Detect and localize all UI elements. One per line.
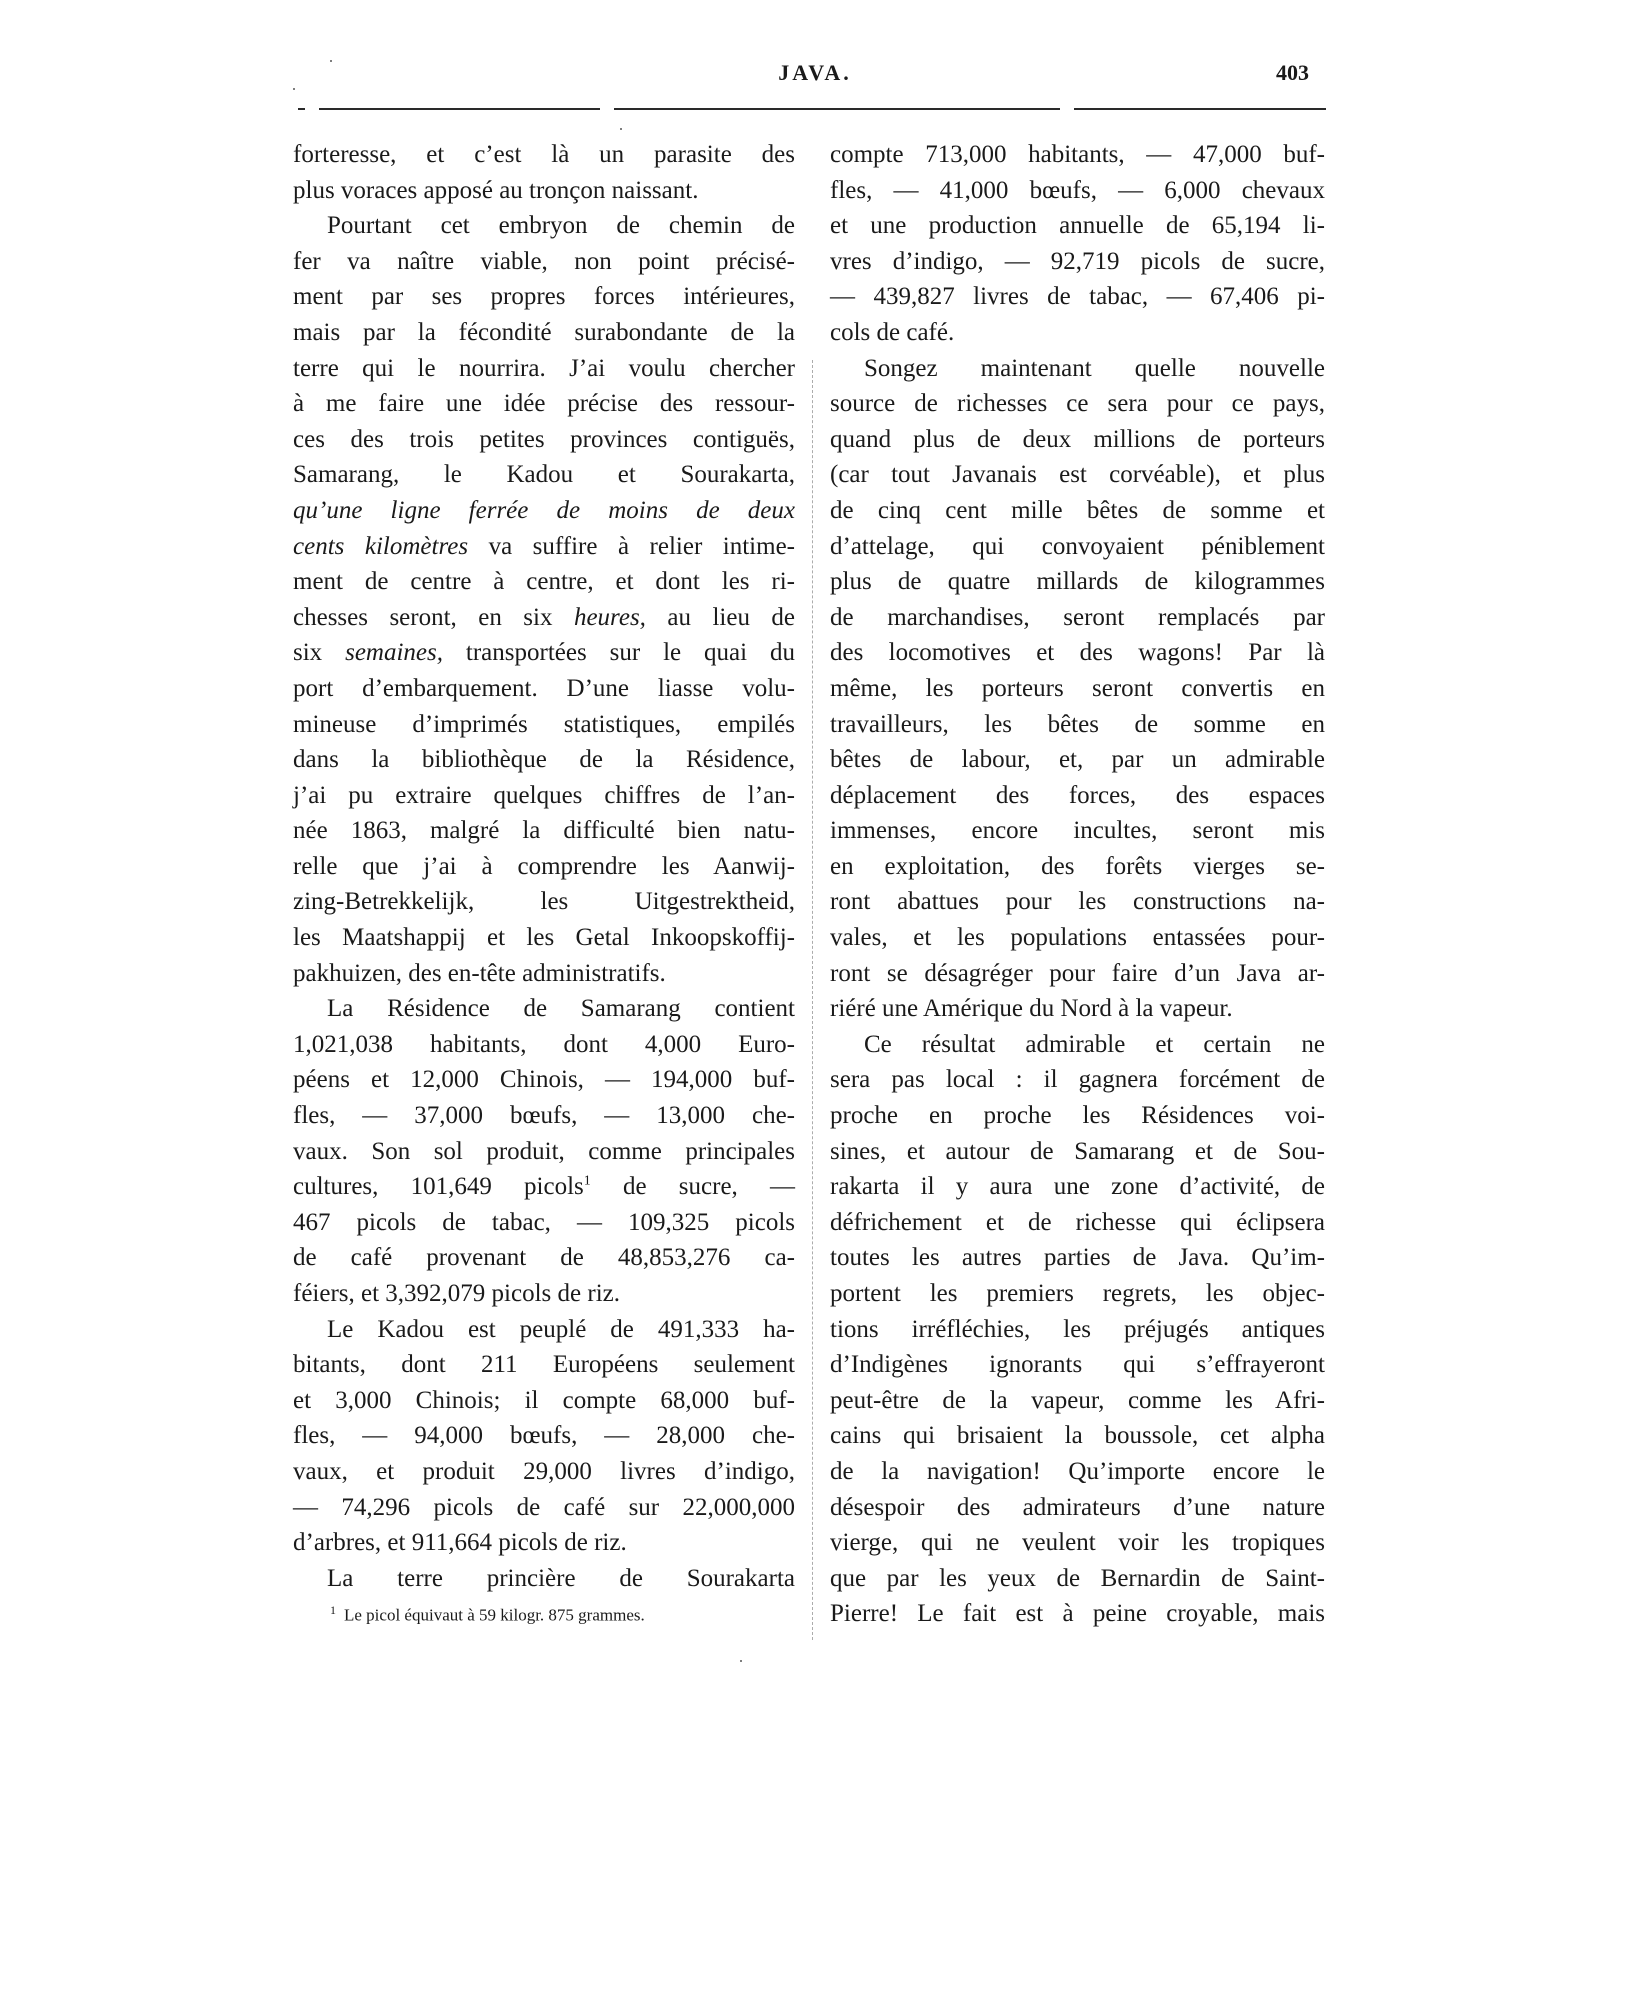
text-line (293, 564, 795, 600)
text-line (830, 1062, 1325, 1098)
text-line (830, 386, 1325, 422)
line-content: mineuse d’imprimés statistiques, empilés (293, 710, 795, 738)
line-content: 467 picols de tabac, — 109,325 picols (293, 1208, 795, 1236)
line-content: à me faire une idée précise des ressour- (293, 390, 795, 418)
line-content: d’Indigènes ignorants qui s’effrayeront (830, 1351, 1325, 1379)
text-line (830, 849, 1325, 885)
text-line (830, 635, 1325, 671)
line-content: Ce résultat admirable et certain ne (864, 1030, 1325, 1058)
line-content: pakhuizen, des en-tête administratifs. (293, 959, 666, 987)
text-line (830, 1027, 1325, 1063)
line-content: ment de centre à centre, et dont les ri- (293, 568, 795, 596)
text-line (293, 1561, 795, 1597)
line-content: La terre princière de Sourakarta (327, 1564, 795, 1592)
line-content: d’attelage, qui convoyaient péniblement (830, 532, 1325, 560)
line-content: quand plus de deux millions de porteurs (830, 425, 1325, 453)
text-line (293, 315, 795, 351)
line-content: née 1863, malgré la difficulté bien natu- (293, 817, 795, 845)
line-content: fles, — 41,000 bœufs, — 6,000 chevaux (830, 176, 1325, 204)
text-line (830, 1098, 1325, 1134)
text-line (293, 671, 795, 707)
line-content: plus de quatre millards de kilogrammes (830, 568, 1325, 596)
text-line (830, 991, 1325, 1027)
scan-speck (293, 88, 295, 90)
line-content: péens et 12,000 Chinois, — 194,000 buf- (293, 1066, 795, 1094)
italic-text: heures, (573, 603, 646, 631)
line-content: — 74,296 picols de café sur 22,000,000 (293, 1493, 795, 1521)
text-line (293, 849, 795, 885)
text-line (293, 493, 795, 529)
text-line (293, 742, 795, 778)
text-line (830, 493, 1325, 529)
line-content: portent les premiers regrets, les objec- (830, 1280, 1325, 1307)
line-content: dans la bibliothèque de la Résidence, (293, 746, 795, 774)
line-content: source de richesses ce sera pour ce pays, (830, 390, 1325, 418)
text-line (830, 1561, 1325, 1597)
text-line (830, 351, 1325, 387)
line-content: déplacement des forces, des espaces (830, 781, 1325, 809)
text-line (293, 956, 795, 992)
right-text-column (830, 137, 1325, 1632)
scan-speck (620, 128, 622, 130)
line-content: six semaines, transportées sur le quai du (293, 639, 795, 667)
text-line (830, 208, 1325, 244)
line-content: vaux, et produit 29,000 livres d’indigo, (293, 1457, 795, 1485)
text-line (293, 920, 795, 956)
text-line (830, 884, 1325, 920)
line-content: La Résidence de Samarang contient (327, 995, 795, 1023)
line-content: de cinq cent mille bêtes de somme et (830, 496, 1325, 524)
text-line (830, 1276, 1325, 1312)
text-line (830, 671, 1325, 707)
text-line (293, 1312, 795, 1348)
footnote-marker: 1 (330, 1603, 336, 1617)
line-content: ment par ses propres forces intérieures, (293, 283, 795, 311)
italic-text: qu’une ligne ferrée de moins de deux (293, 496, 795, 524)
rule-break (1060, 104, 1074, 112)
text-line (830, 279, 1325, 315)
text-line (293, 1169, 795, 1205)
text-line (293, 707, 795, 743)
page-number: 403 (1276, 60, 1309, 85)
text-line (830, 137, 1325, 173)
text-line (293, 1525, 795, 1561)
running-title: JAVA. (778, 60, 852, 85)
text-line (293, 351, 795, 387)
line-content: ront abattues pour les constructions na- (830, 888, 1325, 916)
text-line (293, 600, 795, 636)
line-content: compte 713,000 habitants, — 47,000 buf- (830, 141, 1325, 168)
line-content: Le Kadou est peuplé de 491,333 ha- (327, 1315, 795, 1343)
line-content: vres d’indigo, — 92,719 picols de sucre, (830, 247, 1325, 275)
line-content: de café provenant de 48,853,276 ca- (293, 1244, 795, 1272)
line-content: cols de café. (830, 318, 955, 346)
text-line (293, 1027, 795, 1063)
line-content: 1,021,038 habitants, dont 4,000 Euro- (293, 1030, 795, 1058)
footnote-text: Le picol équivaut à 59 kilogr. 875 grammes. (344, 1605, 645, 1625)
line-content: vierge, qui ne veulent voir les tropiques (830, 1529, 1325, 1557)
italic-text: semaines, (345, 639, 443, 667)
text-line (293, 279, 795, 315)
line-content: sera pas local : il gagnera forcément de (830, 1066, 1325, 1094)
line-content: et 3,000 Chinois; il compte 68,000 buf- (293, 1386, 795, 1414)
text-line (830, 1418, 1325, 1454)
text-line (830, 422, 1325, 458)
left-text-column (293, 137, 795, 1596)
text-line (830, 457, 1325, 493)
line-content: Pierre! Le fait est à peine croyable, mais (830, 1600, 1325, 1628)
header-rule (298, 108, 1326, 110)
text-line (830, 1525, 1325, 1561)
text-line (293, 1418, 795, 1454)
text-line (293, 884, 795, 920)
line-content: que par les yeux de Bernardin de Saint- (830, 1564, 1325, 1592)
text-line (293, 137, 795, 173)
text-line (830, 564, 1325, 600)
line-content: plus voraces apposé au tronçon naissant. (293, 176, 699, 204)
text-line (293, 1134, 795, 1170)
line-content: travailleurs, les bêtes de somme en (830, 710, 1325, 738)
line-content: bitants, dont 211 Européens seulement (293, 1351, 795, 1379)
line-content: même, les porteurs seront convertis en (830, 674, 1325, 702)
line-content: tions irréfléchies, les préjugés antiques (830, 1315, 1325, 1343)
line-content: zing-Betrekkelijk, les Uitgestrektheid, (293, 888, 795, 916)
text-line (830, 1490, 1325, 1526)
line-content: j’ai pu extraire quelques chiffres de l’an- (293, 781, 795, 809)
text-line (830, 1347, 1325, 1383)
line-content: toutes les autres parties de Java. Qu’im- (830, 1244, 1325, 1272)
line-content: désespoir des admirateurs d’une nature (830, 1493, 1325, 1521)
text-line (830, 173, 1325, 209)
text-line (293, 208, 795, 244)
line-content: riéré une Amérique du Nord à la vapeur. (830, 995, 1233, 1023)
rule-break (305, 104, 319, 112)
line-content: fles, — 37,000 bœufs, — 13,000 che- (293, 1102, 795, 1130)
text-line (293, 1098, 795, 1134)
text-line (293, 386, 795, 422)
line-content: proche en proche les Résidences voi- (830, 1102, 1325, 1130)
column-divider (812, 360, 813, 1640)
line-content: cents kilomètres va suffire à relier intime- (293, 532, 795, 560)
line-content: d’arbres, et 911,664 picols de riz. (293, 1529, 627, 1557)
italic-text: cents kilomètres (293, 532, 469, 560)
line-content: en exploitation, des forêts vierges se- (830, 852, 1325, 880)
text-line (830, 742, 1325, 778)
line-content: vaux. Son sol produit, comme principales (293, 1137, 795, 1165)
footnote-reference: 1 (583, 1173, 591, 1189)
text-line (830, 1383, 1325, 1419)
text-line (293, 991, 795, 1027)
line-content: ront se désagréger pour faire d’un Java ar- (830, 959, 1325, 987)
text-line (830, 920, 1325, 956)
line-content: peut-être de la vapeur, comme les Afri- (830, 1386, 1325, 1414)
text-line (293, 1062, 795, 1098)
line-content: les Maatshappij et les Getal Inkoopskoffij- (293, 924, 795, 952)
line-content: terre qui le nourrira. J’ai voulu chercher (293, 354, 795, 382)
line-content: Pourtant cet embryon de chemin de (327, 212, 795, 240)
text-line (830, 956, 1325, 992)
text-line (293, 1383, 795, 1419)
text-line (830, 1134, 1325, 1170)
text-line (293, 1240, 795, 1276)
line-content: fer va naître viable, non point précisé- (293, 247, 795, 275)
text-line (293, 244, 795, 280)
text-line (293, 529, 795, 565)
text-line (830, 707, 1325, 743)
text-line (293, 635, 795, 671)
text-line (830, 600, 1325, 636)
text-line (830, 315, 1325, 351)
line-content: mais par la fécondité surabondante de la (293, 318, 795, 346)
text-line (293, 1276, 795, 1312)
line-content: fles, — 94,000 bœufs, — 28,000 che- (293, 1422, 795, 1450)
scan-speck (740, 1660, 742, 1662)
text-line (293, 422, 795, 458)
line-content: bêtes de labour, et, par un admirable (830, 746, 1325, 774)
line-content: défrichement et de richesse qui éclipsera (830, 1208, 1325, 1236)
scan-speck (330, 60, 332, 62)
text-line (293, 1347, 795, 1383)
text-line (830, 1454, 1325, 1490)
text-line (293, 778, 795, 814)
line-content: et une production annuelle de 65,194 li- (830, 212, 1325, 240)
rule-break (600, 104, 614, 112)
line-content: forteresse, et c’est là un parasite des (293, 141, 795, 168)
footnote (330, 1598, 770, 1628)
line-content: relle que j’ai à comprendre les Aanwij- (293, 852, 795, 880)
line-content: rakarta il y aura une zone d’activité, de (830, 1173, 1325, 1201)
line-content: (car tout Javanais est corvéable), et plus (830, 461, 1325, 489)
line-content (293, 497, 795, 524)
text-line (293, 173, 795, 209)
text-line (830, 529, 1325, 565)
text-line (830, 813, 1325, 849)
line-content: des locomotives et des wagons! Par là (830, 639, 1325, 667)
text-line (293, 1454, 795, 1490)
line-content: cains qui brisaient la boussole, cet alpha (830, 1422, 1325, 1450)
line-content: port d’embarquement. D’une liasse volu- (293, 674, 795, 702)
line-content: immenses, encore incultes, seront mis (830, 817, 1325, 845)
line-content: — 439,827 livres de tabac, — 67,406 pi- (830, 283, 1325, 311)
line-content: sines, et autour de Samarang et de Sou- (830, 1137, 1325, 1165)
line-content: ces des trois petites provinces contiguës, (293, 425, 795, 453)
text-line (293, 1205, 795, 1241)
text-line (293, 1490, 795, 1526)
text-line (830, 1240, 1325, 1276)
line-content: féiers, et 3,392,079 picols de riz. (293, 1280, 620, 1307)
line-content: de la navigation! Qu’importe encore le (830, 1457, 1325, 1485)
line-content: de marchandises, seront remplacés par (830, 603, 1325, 631)
line-content: Songez maintenant quelle nouvelle (864, 354, 1325, 382)
text-line (830, 244, 1325, 280)
text-line (293, 813, 795, 849)
text-line (830, 1596, 1325, 1632)
line-content: Samarang, le Kadou et Sourakarta, (293, 461, 795, 489)
text-line (830, 1205, 1325, 1241)
line-content: chesses seront, en six heures, au lieu de (293, 603, 796, 631)
text-line (830, 778, 1325, 814)
text-line (830, 1312, 1325, 1348)
text-line (830, 1169, 1325, 1205)
text-line (293, 457, 795, 493)
line-content: vales, et les populations entassées pour- (830, 924, 1325, 952)
line-content: cultures, 101,649 picols$^1$ de sucre, — (293, 1173, 796, 1201)
